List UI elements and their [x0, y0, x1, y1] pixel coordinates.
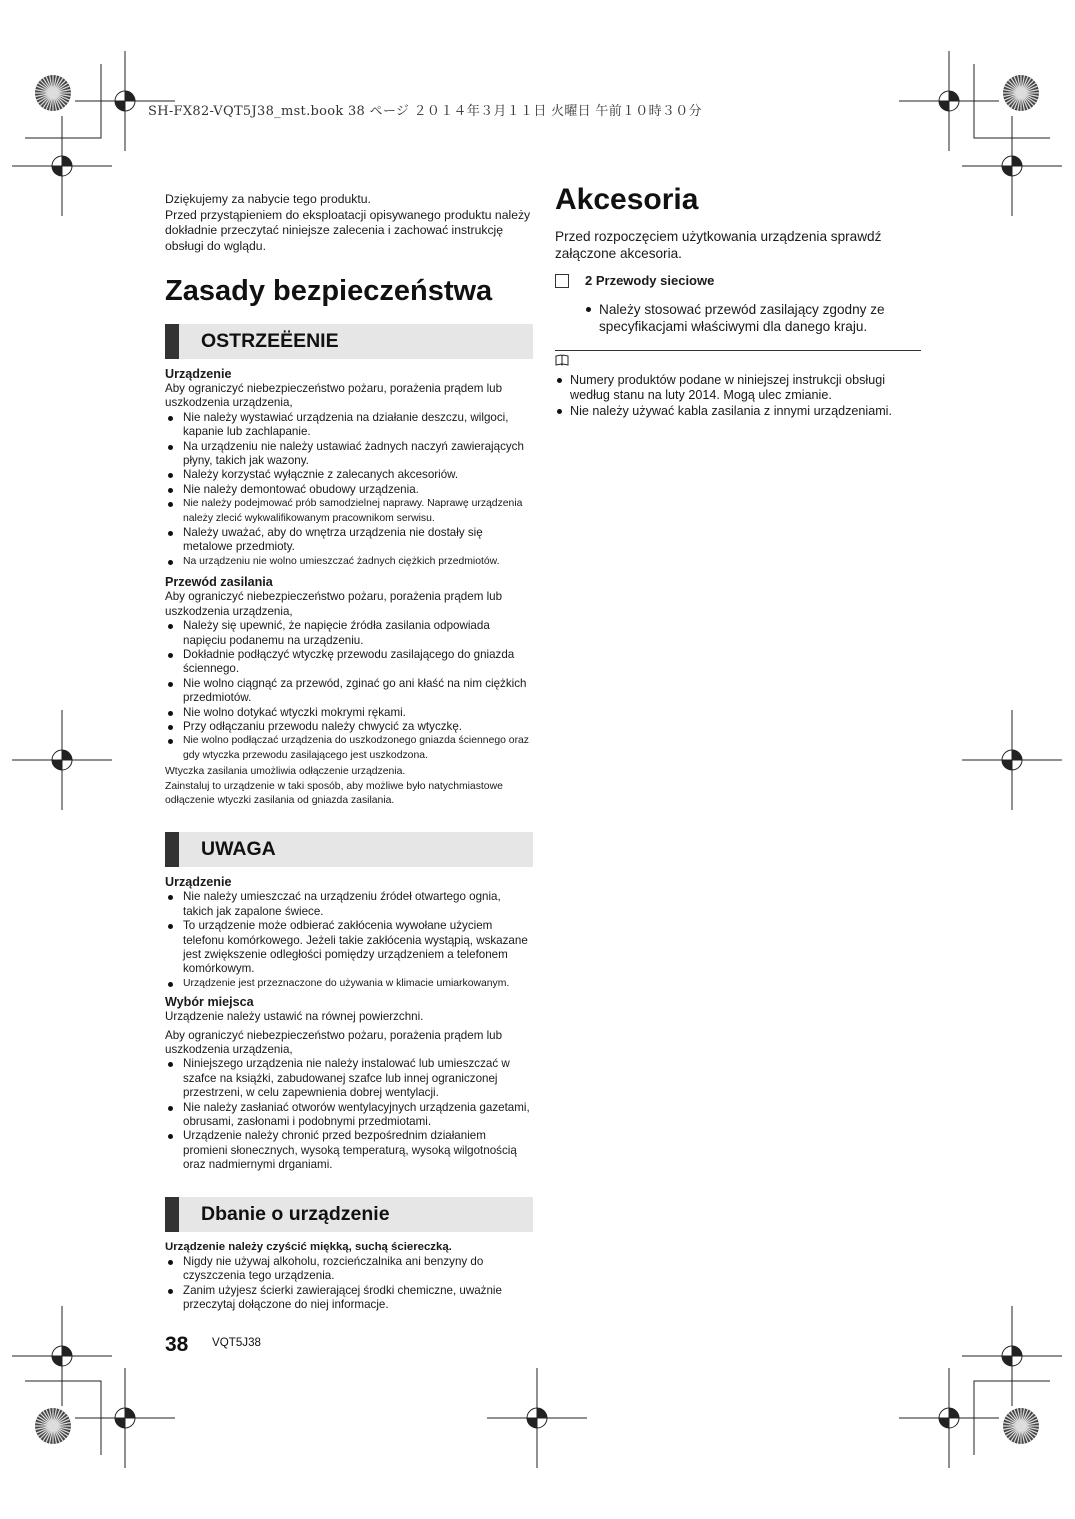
list-item: Nie należy wystawiać urządzenia na działanie deszczu, wilgoci, kapanie lub zachlapanie.	[165, 411, 533, 440]
list-item: Numery produktów podane w niniejszej instrukcji obsługi według stanu na luty 2014. Mogą ulec zmianie.	[555, 373, 921, 404]
caution-banner	[165, 832, 533, 867]
checkbox-icon	[555, 274, 569, 288]
print-header: SH-FX82-VQT5J38_mst.book 38 ページ ２０１４年３月１１日 火曜日 午前１０時３０分	[148, 104, 702, 119]
list-item: Nie wolno podłączać urządzenia do uszkodzonego gniazda ściennego oraz gdy wtyczka przewodu zasilającego jest uszkodzona.	[165, 734, 533, 763]
care-list	[165, 1255, 533, 1313]
book-note-icon	[555, 354, 569, 366]
care-title: Dbanie o urządzenie	[201, 1202, 390, 1225]
list-item: Nie wolno ciągnąć za przewód, zginać go ani kłaść na nim ciężkich przedmiotów.	[165, 677, 533, 706]
warning-title: OSTRZEËENIE	[201, 330, 339, 352]
list-item: Na urządzeniu nie należy ustawiać żadnych naczyń zawierających płyny, takich jak wazony.	[165, 440, 533, 469]
list-item: Nie należy umieszczać na urządzeniu źródeł otwartego ognia, takich jak zapalone świece.	[165, 890, 533, 919]
accessories-title: Akcesoria	[555, 183, 699, 216]
list-item: Nie należy używać kabla zasilania z innymi urządzeniami.	[555, 404, 921, 419]
list-item: Przy odłączaniu przewodu należy chwycić za wtyczkę.	[165, 720, 533, 734]
divider	[555, 350, 921, 351]
list-item: Należy się upewnić, że napięcie źródła zasilania odpowiada napięciu podanemu na urządzeniu.	[165, 619, 533, 648]
page-number: 38	[165, 1333, 189, 1356]
list-item: Nie należy podejmować prób samodzielnej naprawy. Naprawę urządzenia należy zlecić wykwalifikowanym pracownikom serwisu.	[165, 497, 533, 526]
caution-device-list	[165, 890, 533, 991]
model-code: VQT5J38	[212, 1336, 261, 1349]
cord-footer-1: Wtyczka zasilania umożliwia odłączenie urządzenia.	[165, 766, 406, 778]
list-item: Na urządzeniu nie wolno umieszczać żadnych ciężkich przedmiotów.	[165, 555, 533, 569]
caution-place-text-1: Urządzenie należy ustawić na równej powierzchni.	[165, 1010, 424, 1024]
list-item: Urządzenie należy chronić przed bezpośrednim działaniem promieni słonecznych, wysoką temperaturą, wysoką wilgotnością oraz nadmiernymi drganiami.	[165, 1129, 533, 1172]
list-item: Nigdy nie używaj alkoholu, rozcieńczalnika ani benzyny do czyszczenia tego urządzenia.	[165, 1255, 533, 1284]
left-column	[165, 192, 533, 1312]
accessories-intro: Przed rozpoczęciem użytkowania urządzenia sprawdź załączone akcesoria.	[555, 229, 882, 261]
warning-device-list	[165, 411, 533, 569]
list-item: Urządzenie jest przeznaczone do używania w klimacie umiarkowanym.	[165, 977, 533, 991]
list-item: Niniejszego urządzenia nie należy instalować lub umieszczać w szafce na książki, zabudowanej szafce lub innej ograniczonej przestrzeni, w celu zapewnienia dobrej wentylacji.	[165, 1057, 533, 1100]
intro-thanks: Dziękujemy za nabycie tego produktu.	[165, 192, 371, 206]
warning-banner	[165, 324, 533, 359]
banner-bar	[165, 324, 179, 359]
care-banner	[165, 1197, 533, 1232]
warning-device-text: Aby ograniczyć niebezpieczeństwo pożaru, porażenia prądem lub uszkodzenia urządzenia,	[165, 382, 503, 410]
list-item: Dokładnie podłączyć wtyczkę przewodu zasilającego do gniazda ściennego.	[165, 648, 533, 677]
list-item: Nie należy zasłaniać otworów wentylacyjnych urządzenia gazetami, obrusami, zasłonami i podobnymi przedmiotami.	[165, 1101, 533, 1130]
care-heading: Urządzenie należy czyścić miękką, suchą ściereczką.	[165, 1240, 452, 1253]
safety-title: Zasady bezpieczeństwa	[165, 275, 493, 307]
warning-device-heading: Urządzenie	[165, 367, 232, 381]
caution-place-text-2: Aby ograniczyć niebezpieczeństwo pożaru, porażenia prądem lub uszkodzenia urządzenia,	[165, 1028, 503, 1057]
caution-device-heading: Urządzenie	[165, 875, 232, 890]
list-item: Należy stosować przewód zasilający zgodny ze specyfikacjami właściwymi dla danego kraju.	[585, 301, 921, 335]
accessory-item	[555, 273, 921, 288]
warning-cord-text: Aby ograniczyć niebezpieczeństwo pożaru, porażenia prądem lub uszkodzenia urządzenia,	[165, 590, 503, 618]
list-item: Należy korzystać wyłącznie z zalecanych akcesoriów.	[165, 468, 533, 482]
warning-cord-heading: Przewód zasilania	[165, 575, 273, 590]
caution-place-heading: Wybór miejsca	[165, 995, 254, 1010]
caution-title: UWAGA	[201, 838, 276, 861]
list-item: Nie wolno dotykać wtyczki mokrymi rękami.	[165, 706, 533, 720]
list-item: Należy uważać, aby do wnętrza urządzenia nie dostały się metalowe przedmioty.	[165, 526, 533, 555]
intro-instructions: Przed przystąpieniem do eksploatacji opisywanego produktu należy dokładnie przeczytać niniejsze zalecenia i zachować instrukcję obsługi do wglądu.	[165, 207, 531, 253]
banner-bar	[165, 832, 179, 867]
cord-footer-2: Zainstaluj to urządzenie w taki sposób, aby możliwe było natychmiastowe odłączenie wtyczki zasilania od gniazda zasilania.	[165, 780, 503, 806]
warning-cord-list	[165, 619, 533, 763]
accessory-item-label: 2 Przewody sieciowe	[585, 273, 715, 288]
list-item: Nie należy demontować obudowy urządzenia.	[165, 483, 533, 497]
caution-place-list	[165, 1057, 533, 1172]
accessory-notes	[555, 373, 921, 419]
banner-bar	[165, 1197, 179, 1232]
accessory-note-list	[585, 301, 921, 335]
list-item: To urządzenie może odbierać zakłócenia wywołane użyciem telefonu komórkowego. Jeżeli takie zakłócenia wystąpią, wskazane jest zwiększenie odległości pomiędzy urządzeniem a telefonem komórkowym.	[165, 919, 533, 977]
right-column	[555, 182, 921, 419]
list-item: Zanim użyjesz ścierki zawierającej środki chemiczne, uważnie przeczytaj dołączone do niej informacje.	[165, 1284, 533, 1313]
